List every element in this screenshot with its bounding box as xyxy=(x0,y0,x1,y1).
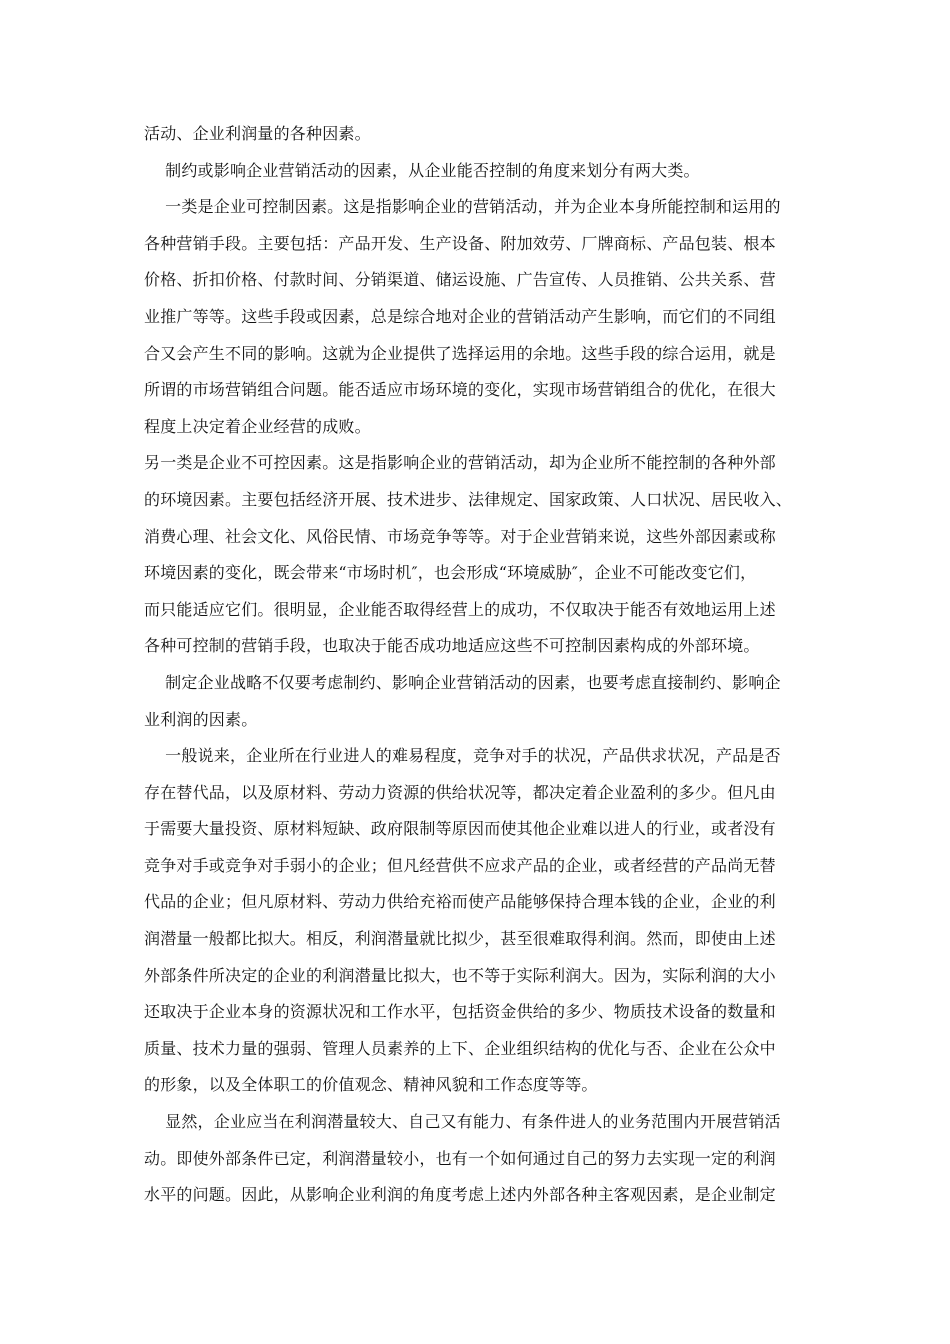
text-line: 活动、企业利润量的各种因素。 xyxy=(144,124,371,143)
text-line: 程度上决定着企业经营的成败。 xyxy=(144,416,371,436)
text-line: 另一类是企业不可控因素。这是指影响企业的营销活动，却为企业所不能控制的各种外部 xyxy=(144,453,776,473)
text-line: 业利润的因素。 xyxy=(144,709,258,729)
text-line: 业推广等等。这些手段或因素，总是综合地对企业的营销活动产生影响，而它们的不同组 xyxy=(144,306,776,326)
text-line: 而只能适应它们。很明显，企业能否取得经营上的成功，不仅取决于能否有效地运用上述 xyxy=(144,599,776,619)
text-line: 的形象，以及全体职工的价值观念、精神风貌和工作态度等等。 xyxy=(144,1075,598,1095)
text-line: 制定企业战略不仅要考虑制约、影响企业营销活动的因素，也要考虑直接制约、影响企 xyxy=(144,672,781,692)
text-line: 润潜量一般都比拟大。相反，利润潜量就比拟少，甚至很难取得利润。然而，即使由上述 xyxy=(144,929,776,949)
text-line: 于需要大量投资、原材料短缺、政府限制等原因而使其他企业难以进人的行业，或者没有 xyxy=(144,819,776,839)
text-line: 显然，企业应当在利润潜量较大、自己又有能力、有条件进人的业务范围内开展营销活 xyxy=(144,1112,781,1132)
text-line: 一般说来，企业所在行业进人的难易程度，竞争对手的状况，产品供求状况，产品是否 xyxy=(144,746,781,766)
text-line: 所谓的市场营销组合问题。能否适应市场环境的变化，实现市场营销组合的优化，在很大 xyxy=(144,380,776,400)
text-line: 还取决于企业本身的资源状况和工作水平，包括资金供给的多少、物质技术设备的数量和 xyxy=(144,1002,776,1022)
text-line: 的环境因素。主要包括经济开展、技术进步、法律规定、国家政策、人口状况、居民收入、 xyxy=(144,489,793,509)
text-line: 存在替代品，以及原材料、劳动力资源的供给状况等，都决定着企业盈利的多少。但凡由 xyxy=(144,782,776,802)
text-line: 制约或影响企业营销活动的因素，从企业能否控制的角度来划分有两大类。 xyxy=(144,160,700,180)
text-line: 消费心理、社会文化、风俗民情、市场竞争等等。对于企业营销来说，这些外部因素或称 xyxy=(144,526,776,546)
text-line: 动。即使外部条件已定，利润潜量较小，也有一个如何通过自己的努力去实现一定的利润 xyxy=(144,1148,776,1168)
text-line: 竞争对手或竞争对手弱小的企业；但凡经营供不应求产品的企业，或者经营的产品尚无替 xyxy=(144,855,776,875)
text-line: 价格、折扣价格、付款时间、分销渠道、储运设施、广告宣传、人员推销、公共关系、营 xyxy=(144,270,776,290)
text-line: 各种可控制的营销手段，也取决于能否成功地适应这些不可控制因素构成的外部环境。 xyxy=(144,636,760,656)
text-line: 水平的问题。因此，从影响企业利润的角度考虑上述内外部各种主客观因素，是企业制定 xyxy=(144,1185,776,1205)
text-line: 合又会产生不同的影响。这就为企业提供了选择运用的余地。这些手段的综合运用，就是 xyxy=(144,343,776,363)
text-line: 外部条件所决定的企业的利润潜量比拟大，也不等于实际利润大。因为，实际利润的大小 xyxy=(144,965,776,985)
text-line: 各种营销手段。主要包括：产品开发、生产设备、附加效劳、厂牌商标、产品包装、根本 xyxy=(144,233,776,253)
text-line: 代品的企业；但凡原材料、劳动力供给充裕而使产品能够保持合理本钱的企业，企业的利 xyxy=(144,892,776,912)
text-line: 一类是企业可控制因素。这是指影响企业的营销活动，并为企业本身所能控制和运用的 xyxy=(144,197,781,217)
body-text xyxy=(144,116,808,1214)
text-line: 环境因素的变化，既会带来“市场时机″，也会形成“环境威胁″，企业不可能改变它们， xyxy=(144,563,757,583)
text-line: 质量、技术力量的强弱、管理人员素养的上下、企业组织结构的优化与否、企业在公众中 xyxy=(144,1038,776,1058)
